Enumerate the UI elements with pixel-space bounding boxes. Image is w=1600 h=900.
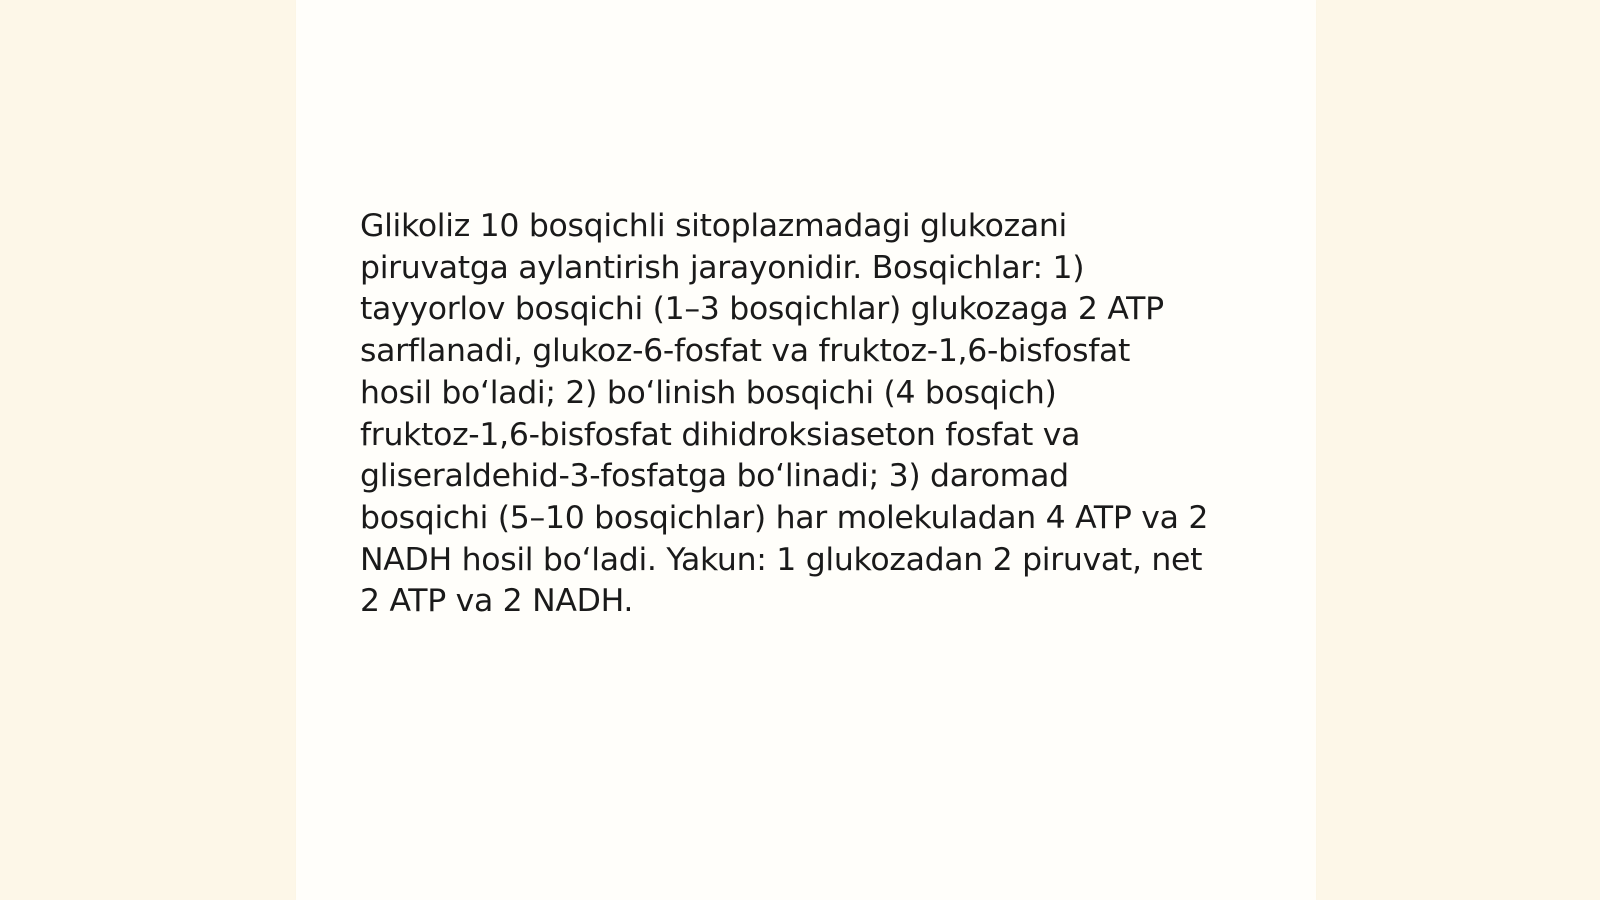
paragraph-line: 2 ATP va 2 NADH. [360, 583, 634, 620]
paragraph-line: bosqichi (5–10 bosqichlar) har molekuladan 4 ATP va 2 [360, 499, 1209, 536]
right-margin [1316, 0, 1600, 900]
paragraph-line: piruvatga aylantirish jarayonidir. Bosqichlar: 1) [360, 249, 1085, 286]
document-page [296, 0, 1316, 900]
paragraph-line: fruktoz-1,6-bisfosfat dihidroksiaseton fosfat va [360, 416, 1081, 453]
left-margin [0, 0, 296, 900]
paragraph-line: tayyorlov bosqichi (1–3 bosqichlar) glukozaga 2 ATP [360, 291, 1164, 328]
paragraph-line: sarflanadi, glukoz-6-fosfat va fruktoz-1,6-bisfosfat [360, 333, 1131, 370]
paragraph-line: NADH hosil boʻladi. Yakun: 1 glukozadan 2 piruvat, net [360, 541, 1203, 578]
paragraph-line: gliseraldehid-3-fosfatga boʻlinadi; 3) daromad [360, 458, 1069, 495]
body-paragraph [360, 206, 1260, 623]
paragraph-line: hosil boʻladi; 2) boʻlinish bosqichi (4 bosqich) [360, 374, 1057, 411]
paragraph-line: Glikoliz 10 bosqichli sitoplazmadagi glukozani [360, 208, 1067, 244]
